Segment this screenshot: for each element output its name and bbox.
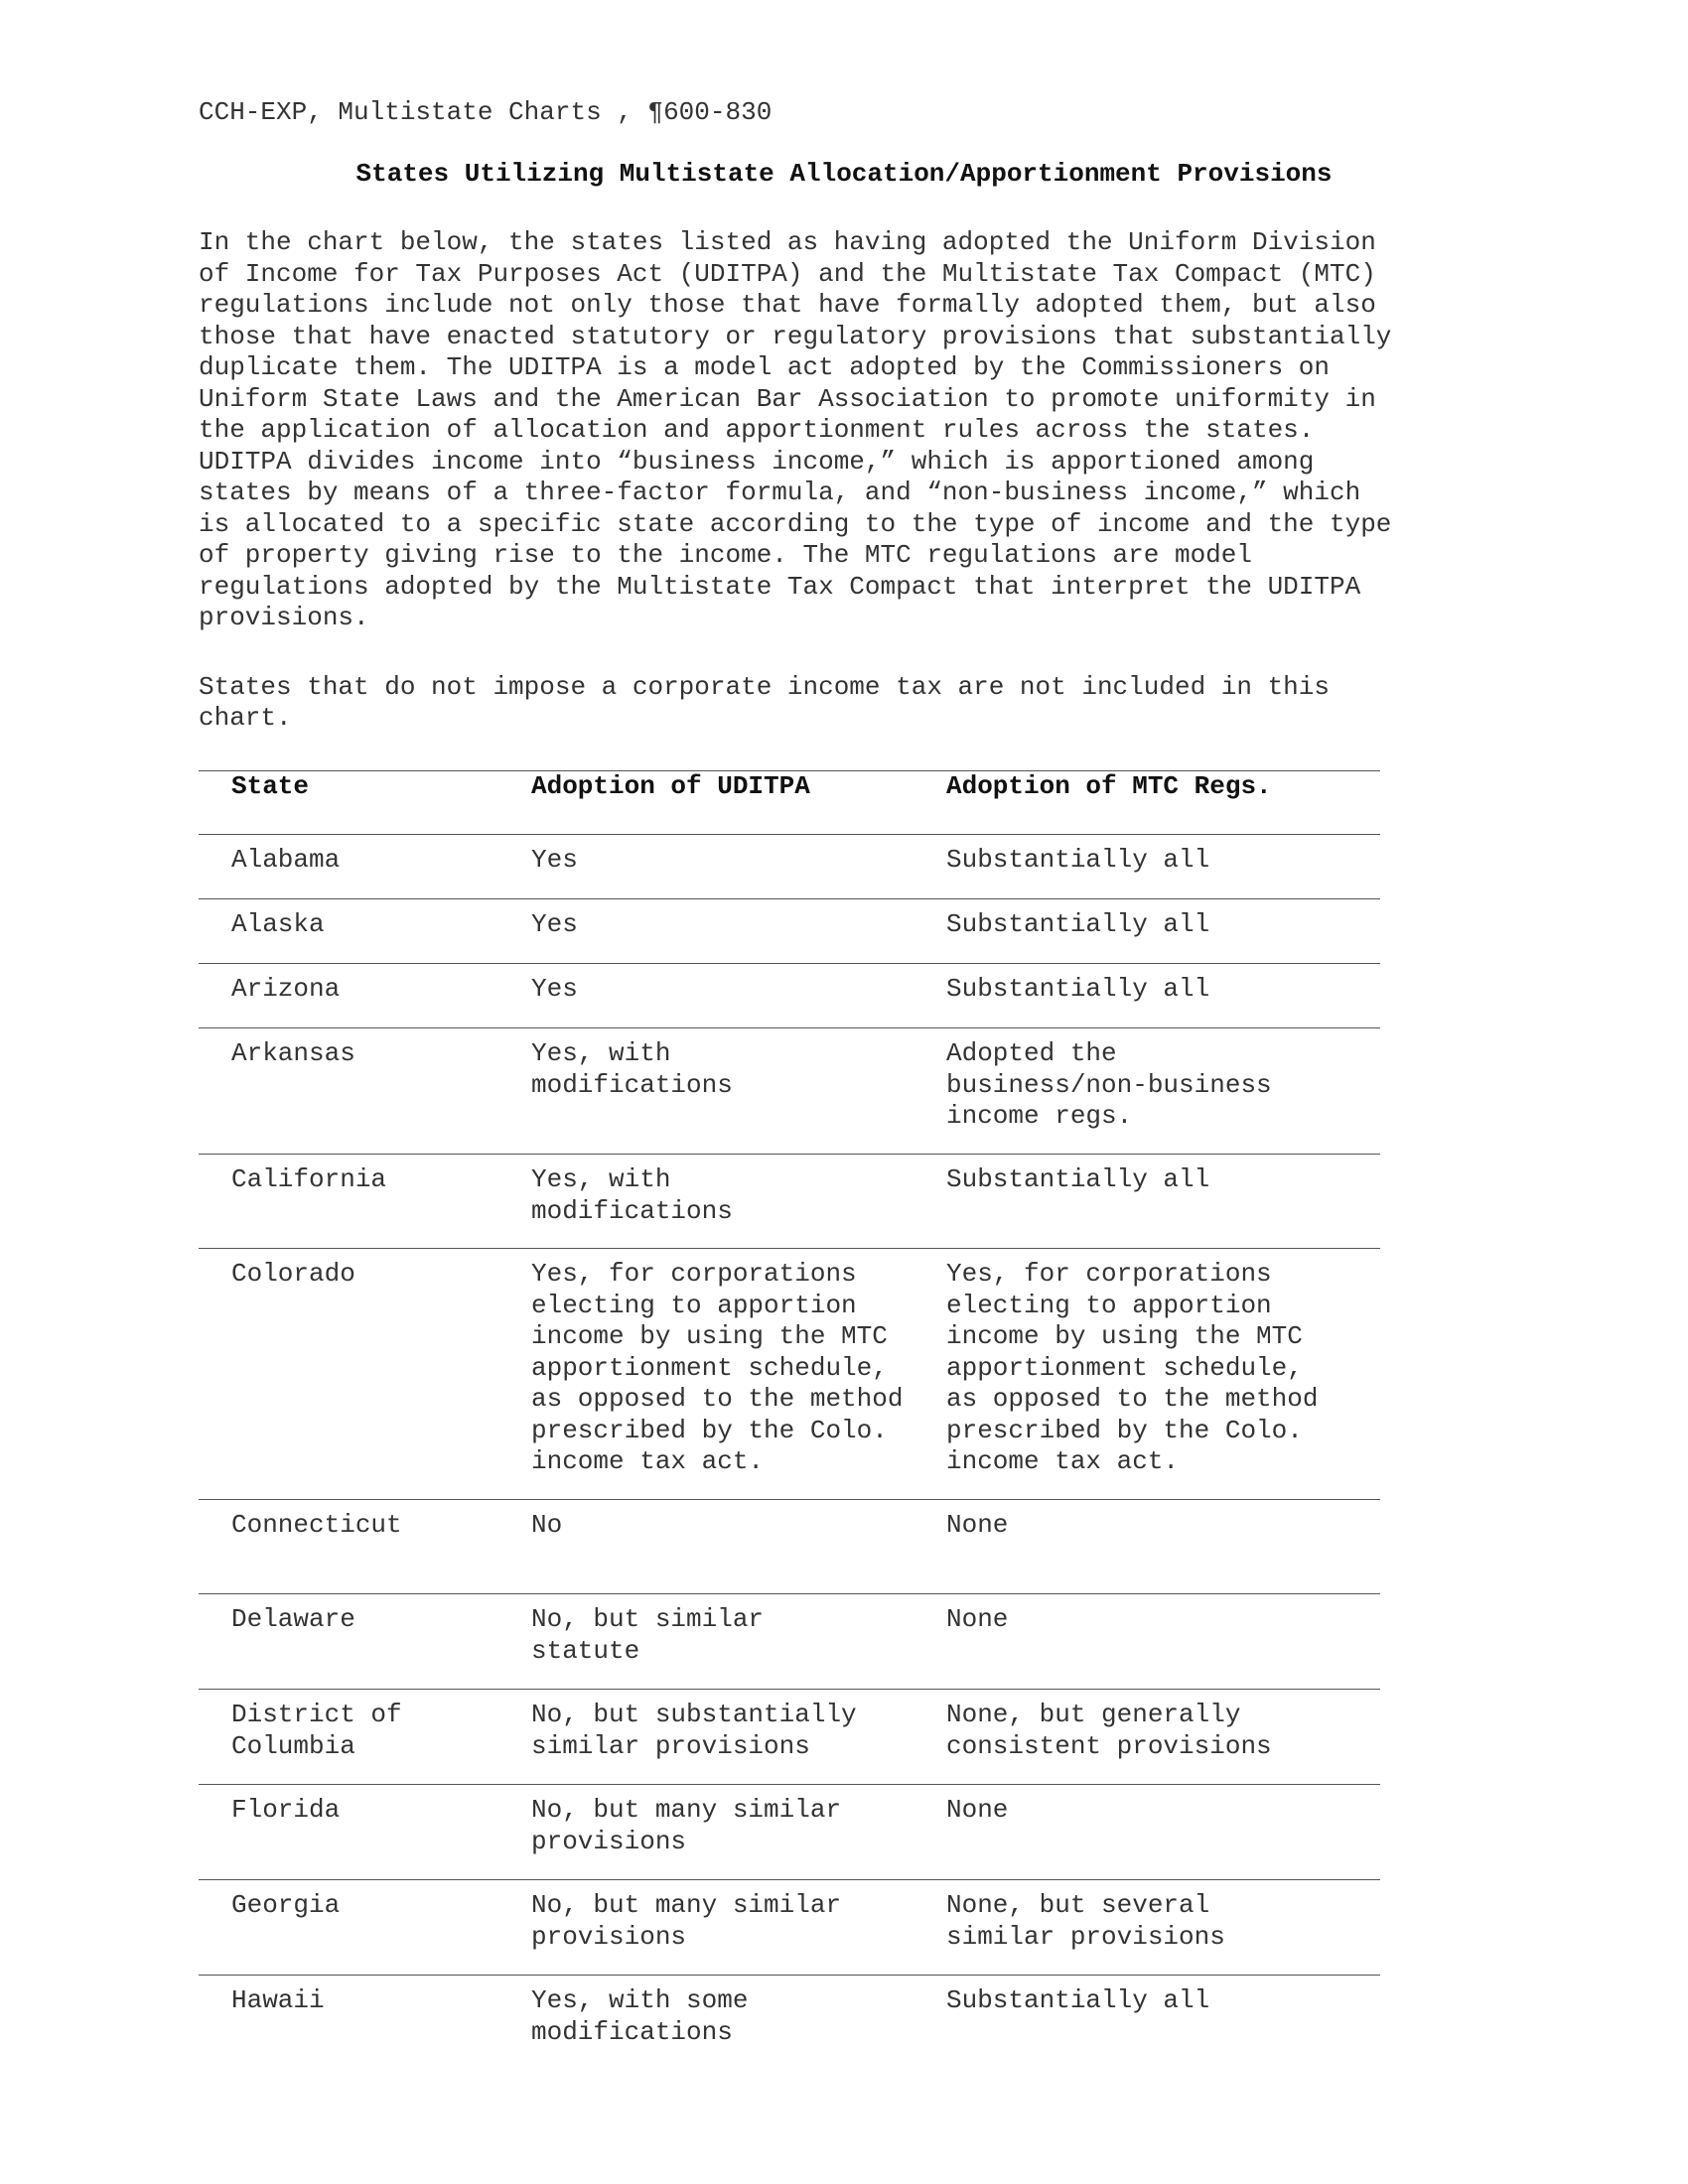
uditpa-cell: Yes <box>531 845 578 875</box>
table-row <box>199 1594 1380 1690</box>
table-row <box>199 1249 1380 1500</box>
uditpa-cell: Yes, with modifications <box>531 1038 733 1100</box>
table-row <box>199 1500 1380 1594</box>
uditpa-cell: Yes <box>531 909 578 939</box>
table-row <box>199 1028 1380 1155</box>
mtc-cell: None <box>946 1795 1009 1825</box>
state-cell: Alabama <box>231 845 341 875</box>
state-cell: Florida <box>231 1795 341 1825</box>
page-title: States Utilizing Multistate Allocation/Apportionment Provisions <box>355 158 1333 189</box>
document-reference: CCH-EXP, Multistate Charts , ¶600-830 <box>199 97 773 127</box>
mtc-cell: None, but several similar provisions <box>946 1890 1225 1952</box>
state-cell: Colorado <box>231 1259 355 1289</box>
table-row <box>199 1785 1380 1880</box>
mtc-cell: Substantially all <box>946 974 1210 1004</box>
intro-paragraph: In the chart below, the states listed as having adopted the Uniform Division of Income for Tax Purposes Act (UDITPA) and the Multistate Tax Compact (MTC) regulations include not only those that have formally adopted them, but also those that have enacted statutory or regulatory provisions that substantially duplicate them. The UDITPA is a model act adopted by the Commissioners on Uniform State Laws and the American Bar Association to promote uniformity in the application of allocation and apportionment rules across the states. UDITPA divides income into “business income,” which is apportioned among states by means of a three-factor formula, and “non-business income,” which is allocated to a specific state according to the type of income and the type of property giving rise to the income. The MTC regulations are model regulations adopted by the Multistate Tax Compact that interpret the UDITPA provisions. <box>199 227 1392 632</box>
state-cell: Delaware <box>231 1604 355 1634</box>
column-header-state: State <box>231 770 310 801</box>
state-cell: California <box>231 1164 387 1194</box>
uditpa-cell: Yes <box>531 974 578 1004</box>
uditpa-cell: Yes, for corporations electing to apportion income by using the MTC apportionment schedule, as opposed to the method prescribed by the Colo. income tax act. <box>531 1259 904 1476</box>
mtc-cell: None, but generally consistent provisions <box>946 1700 1272 1761</box>
table-row <box>199 835 1380 899</box>
table-row <box>199 964 1380 1028</box>
mtc-cell: None <box>946 1510 1009 1540</box>
column-header-mtc: Adoption of MTC Regs. <box>946 770 1272 801</box>
uditpa-cell: No, but many similar provisions <box>531 1795 842 1856</box>
uditpa-cell: Yes, with modifications <box>531 1164 733 1226</box>
mtc-cell: Substantially all <box>946 909 1210 939</box>
table-row <box>199 1976 1380 2079</box>
table-row <box>199 1690 1380 1785</box>
mtc-cell: Substantially all <box>946 1985 1210 2015</box>
uditpa-cell: No, but many similar provisions <box>531 1890 842 1952</box>
state-cell: Arkansas <box>231 1038 355 1068</box>
uditpa-cell: No, but substantially similar provisions <box>531 1700 857 1761</box>
note-paragraph: States that do not impose a corporate income tax are not included in this chart. <box>199 671 1330 733</box>
state-cell: District of Columbia <box>231 1700 402 1761</box>
column-header-uditpa: Adoption of UDITPA <box>531 770 810 801</box>
state-cell: Connecticut <box>231 1510 402 1540</box>
table-row <box>199 1880 1380 1976</box>
mtc-cell: Yes, for corporations electing to apportion income by using the MTC apportionment schedule, as opposed to the method prescribed by the Colo. income tax act. <box>946 1259 1319 1476</box>
adoption-table <box>199 770 1380 2079</box>
table-header-row <box>199 770 1380 835</box>
uditpa-cell: No, but similar statute <box>531 1604 765 1666</box>
mtc-cell: Substantially all <box>946 1164 1210 1194</box>
state-cell: Arizona <box>231 974 341 1004</box>
uditpa-cell: No <box>531 1510 563 1540</box>
state-cell: Hawaii <box>231 1985 325 2015</box>
state-cell: Alaska <box>231 909 325 939</box>
state-cell: Georgia <box>231 1890 341 1920</box>
table-row <box>199 899 1380 964</box>
table-row <box>199 1155 1380 1249</box>
document-page <box>199 97 1489 2078</box>
uditpa-cell: Yes, with some modifications <box>531 1985 749 2047</box>
mtc-cell: None <box>946 1604 1009 1634</box>
mtc-cell: Adopted the business/non-business income regs. <box>946 1038 1272 1131</box>
mtc-cell: Substantially all <box>946 845 1210 875</box>
